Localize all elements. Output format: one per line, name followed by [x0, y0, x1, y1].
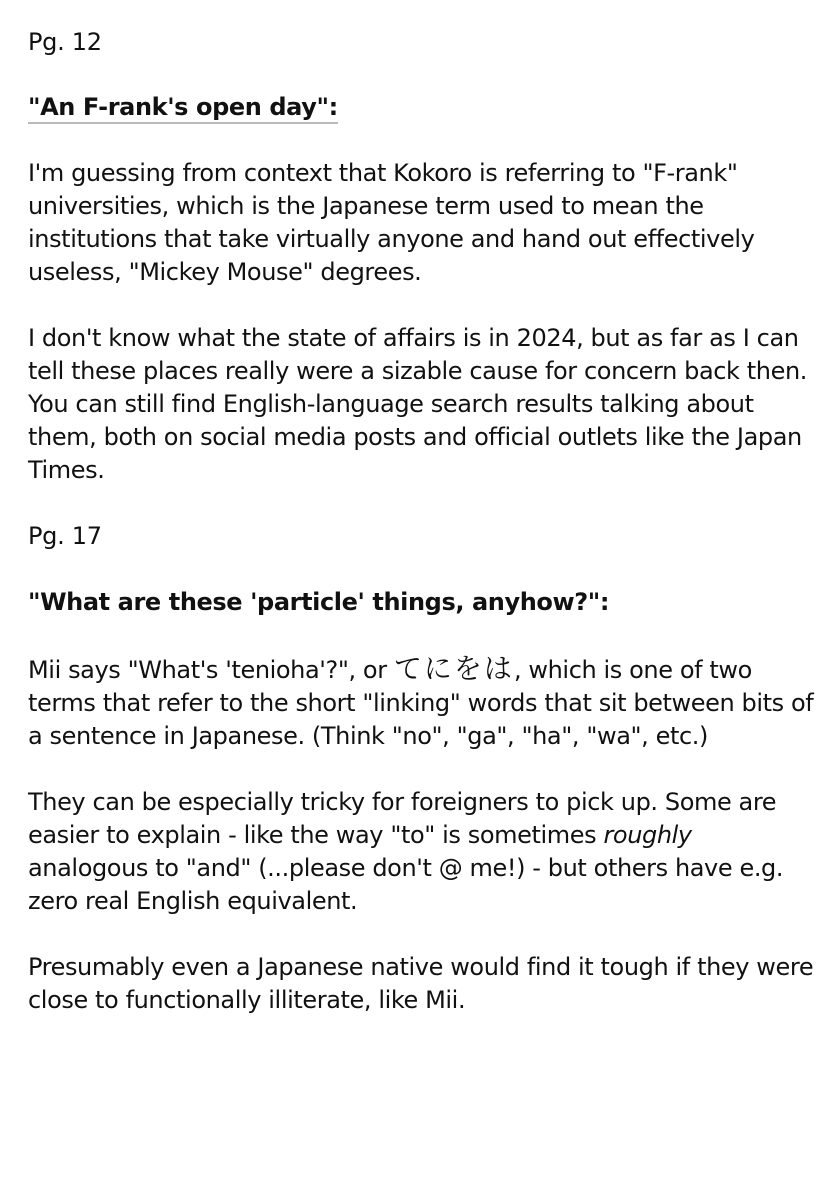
difficulty-text-after: analogous to "and" (...please don't @ me!) - but others have e.g. zero real English equivalent.: [28, 854, 784, 915]
tenioha-text-after: , which is one of two terms that refer to the short "linking" words that sit between bits of a sentence in Japanese. (Think "no", "ga", "ha", "wa", etc.): [28, 656, 814, 750]
paragraph-native-speaker: Presumably even a Japanese native would find it tough if they were close to functionally illiterate, like Mii.: [28, 953, 814, 1014]
paragraph-f-rank-definition: I'm guessing from context that Kokoro is referring to "F-rank" universities, which is the Japanese term used to mean the institutions that take virtually anyone and hand out effectively useless, "Mickey Mouse" degrees.: [28, 159, 755, 286]
difficulty-text-before: They can be especially tricky for foreigners to pick up. Some are easier to explain - like the way "to" is sometimes: [28, 788, 777, 849]
translation-notes-page: [28, 26, 818, 1050]
paragraph-f-rank-context: I don't know what the state of affairs is in 2024, but as far as I can tell these places really were a sizable cause for concern back then. You can still find English-language search results talking about them, both on social media posts and official outlets like the Japan Times.: [28, 324, 808, 484]
difficulty-emphasis: roughly: [603, 821, 692, 849]
paragraph-particle-difficulty: [28, 786, 818, 918]
page-label-pg-17: Pg. 17: [28, 522, 102, 550]
tenioha-text-before: Mii says "What's 'tenioha'?", or: [28, 656, 394, 684]
heading-wrap-1: [28, 92, 818, 124]
section-heading-particles: "What are these 'particle' things, anyhow?":: [28, 588, 610, 616]
section-heading-f-rank: "An F-rank's open day":: [28, 92, 338, 124]
page-label-pg-12: Pg. 12: [28, 28, 102, 56]
heading-wrap-2: [28, 586, 818, 619]
paragraph-tenioha: [28, 652, 818, 753]
tenioha-japanese: てにをは: [393, 652, 514, 685]
